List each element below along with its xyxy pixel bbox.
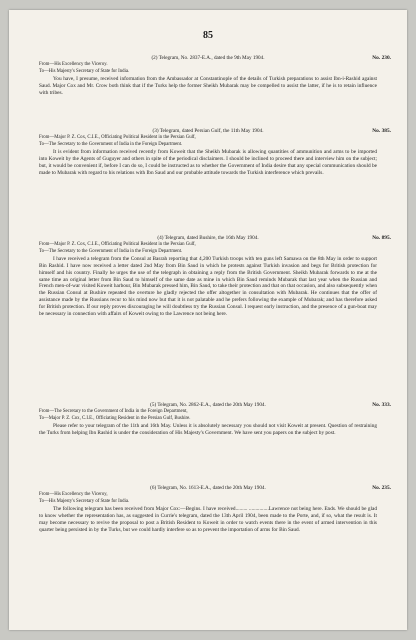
telegram-heading: (3) Telegram, dated Persian Gulf, the 11th May 1904.	[152, 128, 264, 134]
telegram-to: To—The Secretary to the Government of India in the Foreign Department.	[39, 248, 183, 254]
telegram-from: From—His Excellency the Viceroy.	[39, 62, 108, 67]
telegram-to: To—The Secretary to the Government of India in the Foreign Department.	[39, 141, 183, 147]
reference-number: No. 895.	[372, 235, 391, 241]
reference-number: No. 333.	[372, 402, 391, 408]
telegram-body: The following telegram has been received from Major Cox:—Begins. I have received......... ...............Lawrence not being here. Ends. We should be glad to know whether the representation has, as suggested in Currie's telegram, dated the 13th April 1904, been made to the Porte, and, if so, what the result is. It may become necessary to revive the proposal to post a British Resident to Koweit in order to watch events there in the event of armed intervention in this quarter being persisted in by the Turks, but we could hardly interfere so as to prevent the importation of arms for Bin Saud.	[39, 506, 377, 533]
telegram-3	[39, 128, 391, 176]
telegram-from: From—Major P. Z. Cox, C.I.E., Officiating Political Resident in the Persian Gulf,	[39, 135, 196, 140]
telegram-5	[39, 402, 391, 437]
document-page	[9, 10, 407, 630]
page-number: 85	[203, 30, 213, 41]
telegram-heading: (5) Telegram, No. 2862-E.A., dated the 20th May 1904.	[150, 402, 266, 408]
telegram-from: From—His Excellency the Viceroy,	[39, 492, 108, 497]
reference-number: No. 235.	[372, 485, 391, 491]
telegram-to: To—His Majesty's Secretary of State for India.	[39, 498, 130, 504]
reference-number: No. 385.	[372, 128, 391, 134]
telegram-6	[39, 485, 391, 533]
telegram-to: To—His Majesty's Secretary of State for India.	[39, 68, 130, 74]
telegram-body: It is evident from information received recently from Koweit that the Sheikh Mubarak is allowing quantities of ammunition and arms to be imported into Koweit by the Agents of Guguyer and others in spite of the periodical disclaimers. I should be inclined to proceed there and interview him on the subject; but, it would be convenient if, before I can do so, I could be instructed as to whether the Government of India desire that any special communication should be made to Mubarak with regard to his relations with Ibn Saud and our probable attitude towards the Turkish interference which prevails.	[39, 149, 377, 176]
telegram-2	[39, 55, 391, 97]
telegram-body: You have, I presume, received information from the Ambassador at Constantinople of the details of Turkish preparations to assist Ibn-i-Rashid against Saud. Major Cox and Mr. Crow both think that if the Turks help the former Sheikh Mubarak may be compelled to assist the latter, if he is to retain influence with tribes.	[39, 76, 377, 96]
telegram-heading: (4) Telegram, dated Bushire, the 16th May 1904.	[157, 235, 259, 241]
telegram-from: From—Major P. Z. Cox, C.I.E., Officiating Political Resident in the Persian Gulf,	[39, 242, 196, 247]
telegram-body: I have received a telegram from the Consul at Basrah reporting that 4,200 Turkish troops with ten guns left Samawa on the 8th May in order to support Bin Rashid. I have now received a letter dated 2nd May from Bin Saud in which he protests against Turkish invasion and begs for British protection for himself and his country. Finally he urges the use of the telegraph in obtaining a reply from the British Government. Sheikh Mubarak forwards to me at the same time an original letter from Bin Saud to himself of the same date as mine in which Bin Saud reminds Mubarak that last year when the Russian and French men-of-war visited Koweit harbour, Bin Mubarak pressed him, Bin Saud, to take their protection and that on that occasion, and also subsequently when the Russian Consul at Bushire repeated the overture he gladly rejected the offer altogether in consultation with Mubarak. He continues that the offer of assistance made by the Russians recur to his mind now but that it is not palatable and he prefers following the example of Mubarak; and has therefore asked for British protection. If our reply proves discouraging he will doubtless try the Russian Consul. I request early instruction, and the presence of a gun-boat may be necessary in connection with affairs of Koweit owing to the Lawrence not being here.	[39, 256, 377, 317]
telegram-4	[39, 235, 391, 317]
telegram-to: To—Major P. Z. Cox, C.I.E., Officiating Resident in the Persian Gulf, Bushire.	[39, 415, 191, 421]
telegram-from: From—The Secretary to the Government of India in the Foreign Department,	[39, 409, 188, 414]
telegram-heading: (6) Telegram, No. 1613-E.A., dated the 20th May 1904.	[150, 485, 266, 491]
telegram-heading: (2) Telegram, No. 2837-E.A., dated the 9th May 1904.	[151, 55, 265, 61]
reference-number: No. 230.	[372, 55, 391, 61]
telegram-body: Please refer to your telegram of the 11th and 16th May. Unless it is absolutely necessary you should not visit Koweit at present. Question of restraining the Turks from helping Ibn Rashid is under the consideration of His Majesty's Government. We have sent you papers on the subject by post.	[39, 423, 377, 436]
